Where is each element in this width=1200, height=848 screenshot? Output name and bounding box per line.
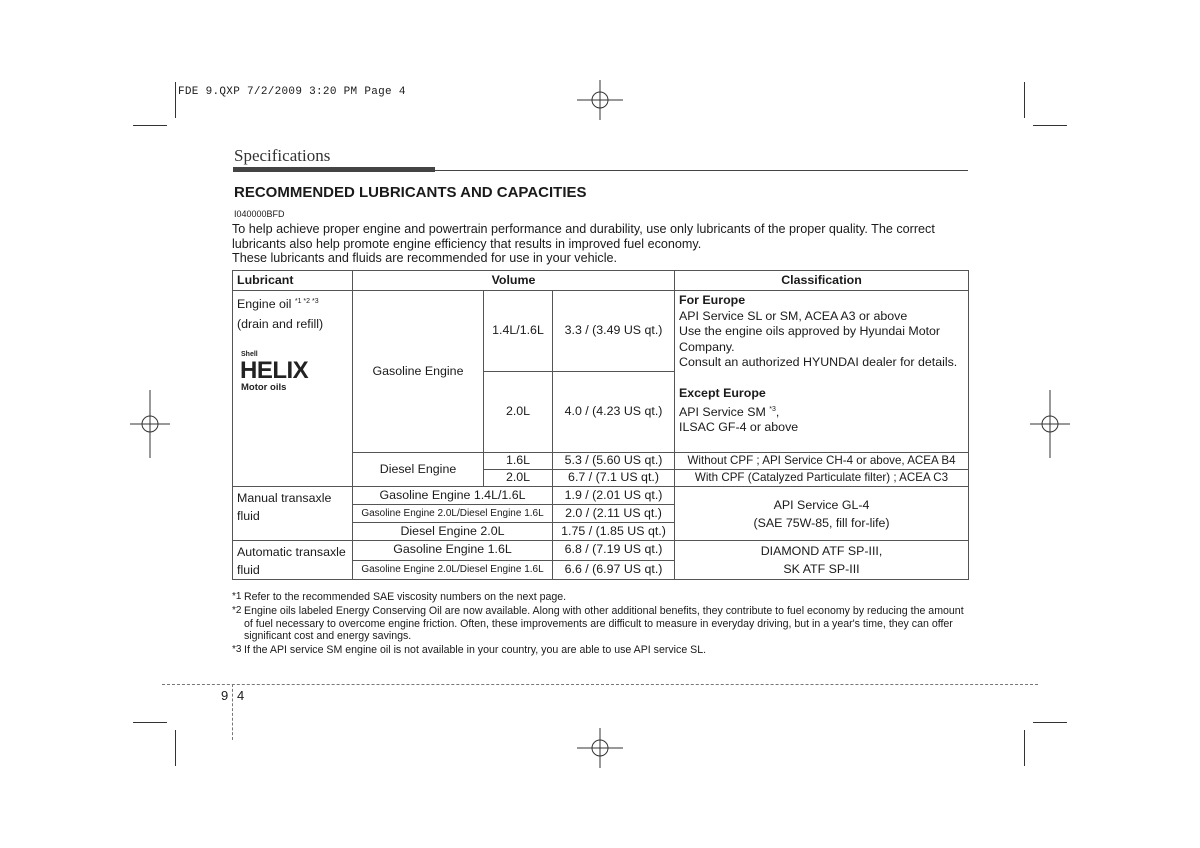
footnote	[232, 605, 969, 643]
engine-oil-cell	[233, 291, 353, 487]
volume-value: 6.8 / (7.19 US qt.)	[553, 541, 675, 561]
svg-text:HELIX: HELIX	[240, 357, 309, 385]
crop-mark	[133, 722, 167, 723]
class-europe-title: For Europe	[679, 293, 746, 307]
crop-mark	[1033, 722, 1067, 723]
section-rule	[233, 170, 968, 171]
chapter-number: 9	[221, 688, 229, 703]
crop-mark	[1033, 125, 1067, 126]
page-heading: RECOMMENDED LUBRICANTS AND CAPACITIES	[234, 184, 587, 201]
crop-mark	[1024, 82, 1025, 118]
table-row	[233, 487, 969, 505]
engine-type: Diesel Engine 2.0L	[353, 523, 553, 541]
shell-helix-logo	[237, 346, 337, 394]
volume-value: 6.6 / (6.97 US qt.)	[553, 560, 675, 580]
lubricants-table	[232, 270, 969, 580]
automatic-transaxle-label: Automatic transaxle fluid	[233, 541, 353, 580]
print-slug: FDE 9.QXP 7/2/2009 3:20 PM Page 4	[178, 86, 406, 98]
column-header-volume: Volume	[353, 271, 675, 291]
footnote-marks: *1 *2 *3	[294, 298, 319, 305]
volume-value: 3.3 / (3.49 US qt.)	[553, 291, 675, 372]
intro-paragraph: To help achieve proper engine and powertrain performance and durability, use only lubricants of the proper quality. The correct lubricants also help promote engine efficiency that results in improved fuel economy.	[232, 222, 935, 251]
engine-type: Gasoline Engine 2.0L/Diesel Engine 1.6L	[353, 560, 553, 580]
footnote-text: Engine oils labeled Energy Conserving Oil are now available. Along with other additional benefits, they contribute to fuel economy by reducing the amount of fuel necessary to overcome engine friction. Often, these improvements are difficult to measure in everyday driving, but in a year's time, they can offer significant cost and energy savings.	[244, 604, 964, 643]
page-number: 4	[237, 688, 245, 703]
volume-value: 5.3 / (5.60 US qt.)	[553, 453, 675, 470]
class-line: DIAMOND ATF SP-III,	[760, 544, 883, 558]
footnote-mark: *3	[769, 405, 776, 413]
manual-transaxle-label: Manual transaxle fluid	[233, 487, 353, 541]
class-except-title: Except Europe	[679, 385, 766, 400]
class-line: Use the engine oils approved by Hyundai Motor Company.	[679, 324, 941, 354]
crop-mark	[175, 82, 176, 118]
class-line: API Service GL-4	[773, 497, 870, 512]
class-line: API Service SL or SM, ACEA A3 or above	[679, 308, 908, 323]
footnote	[232, 591, 969, 604]
engine-size: 2.0L	[484, 372, 553, 453]
page-number-separator	[232, 684, 233, 740]
engine-size: 2.0L	[484, 470, 553, 487]
doc-code: I040000BFD	[234, 209, 285, 219]
registration-mark-icon	[1030, 390, 1070, 458]
class-line: SK ATF SP-III	[783, 562, 860, 576]
footnote-mark: *1	[232, 591, 242, 602]
registration-mark-icon	[577, 80, 623, 120]
table-row	[233, 541, 969, 561]
footnote-mark: *3	[232, 644, 242, 656]
svg-text:Motor oils: Motor oils	[241, 382, 287, 394]
gasoline-engine-label: Gasoline Engine	[353, 291, 484, 453]
diesel-engine-label: Diesel Engine	[353, 453, 484, 487]
crop-mark	[133, 125, 167, 126]
engine-size: 1.6L	[484, 453, 553, 470]
engine-oil-classification	[675, 291, 969, 453]
volume-value: 4.0 / (4.23 US qt.)	[553, 372, 675, 453]
volume-value: 2.0 / (2.11 US qt.)	[553, 505, 675, 523]
engine-type: Gasoline Engine 1.4L/1.6L	[353, 487, 553, 505]
manual-classification	[675, 487, 969, 541]
class-line: API Service SM $^{*3}$,	[679, 404, 780, 419]
footer-rule	[162, 684, 1038, 685]
intro-text	[232, 222, 969, 266]
engine-type: Gasoline Engine 2.0L/Diesel Engine 1.6L	[353, 505, 553, 523]
footnote-text: If the API service SM engine oil is not available in your country, you are able to use API service SL.	[244, 644, 707, 657]
class-line: (SAE 75W-85, fill for-life)	[753, 515, 890, 530]
engine-oil-label: Engine oil $^{*1 *2 *3}$	[237, 297, 319, 311]
footnote-text: Refer to the recommended SAE viscosity numbers on the next page.	[244, 591, 567, 603]
engine-size: 1.4L/1.6L	[484, 291, 553, 372]
registration-mark-icon	[130, 390, 170, 458]
table-header-row	[233, 271, 969, 291]
volume-value: 1.75 / (1.85 US qt.)	[553, 523, 675, 541]
engine-type: Gasoline Engine 1.6L	[353, 541, 553, 561]
engine-oil-sub: (drain and refill)	[237, 316, 324, 331]
volume-value: 1.9 / (2.01 US qt.)	[553, 487, 675, 505]
registration-mark-icon	[577, 728, 623, 768]
footnote-mark: *2	[232, 604, 242, 616]
svg-text:Shell: Shell	[241, 351, 258, 359]
class-line: Consult an authorized HYUNDAI dealer for details.	[679, 355, 958, 370]
table-row	[233, 291, 969, 372]
column-header-classification: Classification	[675, 271, 969, 291]
section-title: Specifications	[234, 146, 331, 165]
crop-mark	[175, 730, 176, 766]
column-header-lubricant: Lubricant	[233, 271, 353, 291]
class-value: With CPF (Catalyzed Particulate filter) ; ACEA C3	[675, 470, 969, 487]
footnote	[232, 644, 969, 657]
crop-mark	[1024, 730, 1025, 766]
footnotes	[232, 591, 969, 658]
volume-value: 6.7 / (7.1 US qt.)	[553, 470, 675, 487]
intro-paragraph: These lubricants and fluids are recommended for use in your vehicle.	[232, 251, 618, 266]
class-line: ILSAC GF-4 or above	[679, 420, 799, 435]
automatic-classification	[675, 541, 969, 580]
class-value: Without CPF ; API Service CH-4 or above, ACEA B4	[675, 453, 969, 470]
